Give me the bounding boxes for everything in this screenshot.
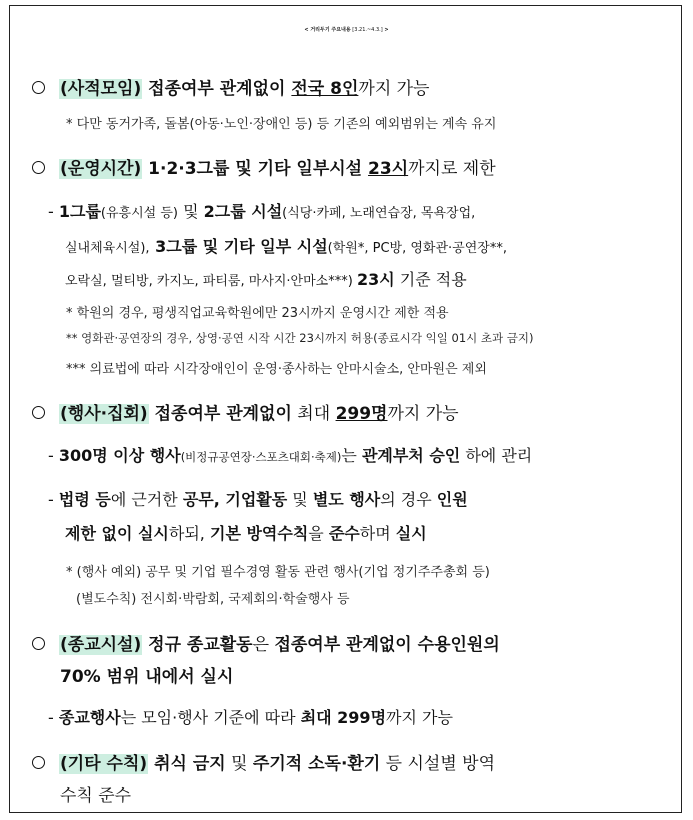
- section-gathering: (사적모임) 접종여부 관계없이 전국 8인까지 가능: [32, 74, 429, 99]
- section-label: (기타 수칙): [60, 754, 148, 774]
- events-note-1: * (행사 예외) 공무 및 기업 필수경영 활동 관련 행사(기업 정기주주총회 등): [66, 565, 490, 580]
- events-note-2: (별도수칙) 전시회·박람회, 국제회의·학술행사 등: [76, 592, 350, 607]
- section-religion: (종교시설) 정규 종교활동은 접종여부 관계없이 수용인원의: [32, 630, 500, 655]
- hours-detail-line-2: 실내체육시설), 3그룹 및 기타 일부 시설(학원*, PC방, 영화관·공연장**,: [65, 237, 507, 256]
- hours-detail-line-1: - 1그룹(유흥시설 등) 및 2그룹 시설(식당·카페, 노래연습장, 목욕장업,: [48, 202, 476, 221]
- religion-line-2: 70% 범위 내에서 실시: [60, 667, 234, 687]
- events-detail-3: 제한 없이 실시하되, 기본 방역수칙을 준수하며 실시: [65, 524, 427, 543]
- hours-note-3: *** 의료법에 따라 시각장애인이 운영·종사하는 안마시술소, 안마원은 제외: [66, 362, 487, 377]
- religion-detail: - 종교행사는 모임·행사 기준에 따라 최대 299명까지 가능: [48, 708, 453, 727]
- circle-bullet-icon: [32, 756, 45, 769]
- page-title: < 거리두기 주요내용 [3.21.~4.3.] >: [304, 27, 389, 33]
- hours-note-1: * 학원의 경우, 평생직업교육학원에만 23시까지 운영시간 제한 적용: [66, 306, 449, 321]
- section-events: (행사·집회) 접종여부 관계없이 최대 299명까지 가능: [32, 399, 459, 424]
- section-label: (운영시간): [60, 159, 142, 179]
- other-line-2: 수칙 준수: [60, 786, 132, 806]
- events-detail-2: - 법령 등에 근거한 공무, 기업활동 및 별도 행사의 경우 인원: [48, 490, 468, 509]
- circle-bullet-icon: [32, 406, 45, 419]
- section-label: (종교시설): [60, 635, 142, 655]
- section-hours: (운영시간) 1·2·3그룹 및 기타 일부시설 23시까지로 제한: [32, 154, 496, 179]
- section-other: (기타 수칙) 취식 금지 및 주기적 소독·환기 등 시설별 방역: [32, 749, 495, 774]
- hours-note-2: ** 영화관·공연장의 경우, 상영·공연 시작 시간 23시까지 허용(종료시각 익일 01시 초과 금지): [66, 331, 534, 345]
- hours-detail-line-3: 오락실, 멀티방, 카지노, 파티룸, 마사지·안마소***) 23시 기준 적용: [65, 270, 467, 289]
- circle-bullet-icon: [32, 637, 45, 650]
- section-label: (행사·집회): [60, 404, 148, 424]
- document-frame: [9, 5, 682, 813]
- circle-bullet-icon: [32, 161, 45, 174]
- section-label: (사적모임): [60, 79, 142, 99]
- gathering-note: * 다만 동거가족, 돌봄(아동·노인·장애인 등) 등 기존의 예외범위는 계속 유지: [66, 117, 497, 132]
- events-detail-1: - 300명 이상 행사(비정규공연장·스포츠대회·축제)는 관계부처 승인 하에 관리: [48, 446, 533, 465]
- circle-bullet-icon: [32, 81, 45, 94]
